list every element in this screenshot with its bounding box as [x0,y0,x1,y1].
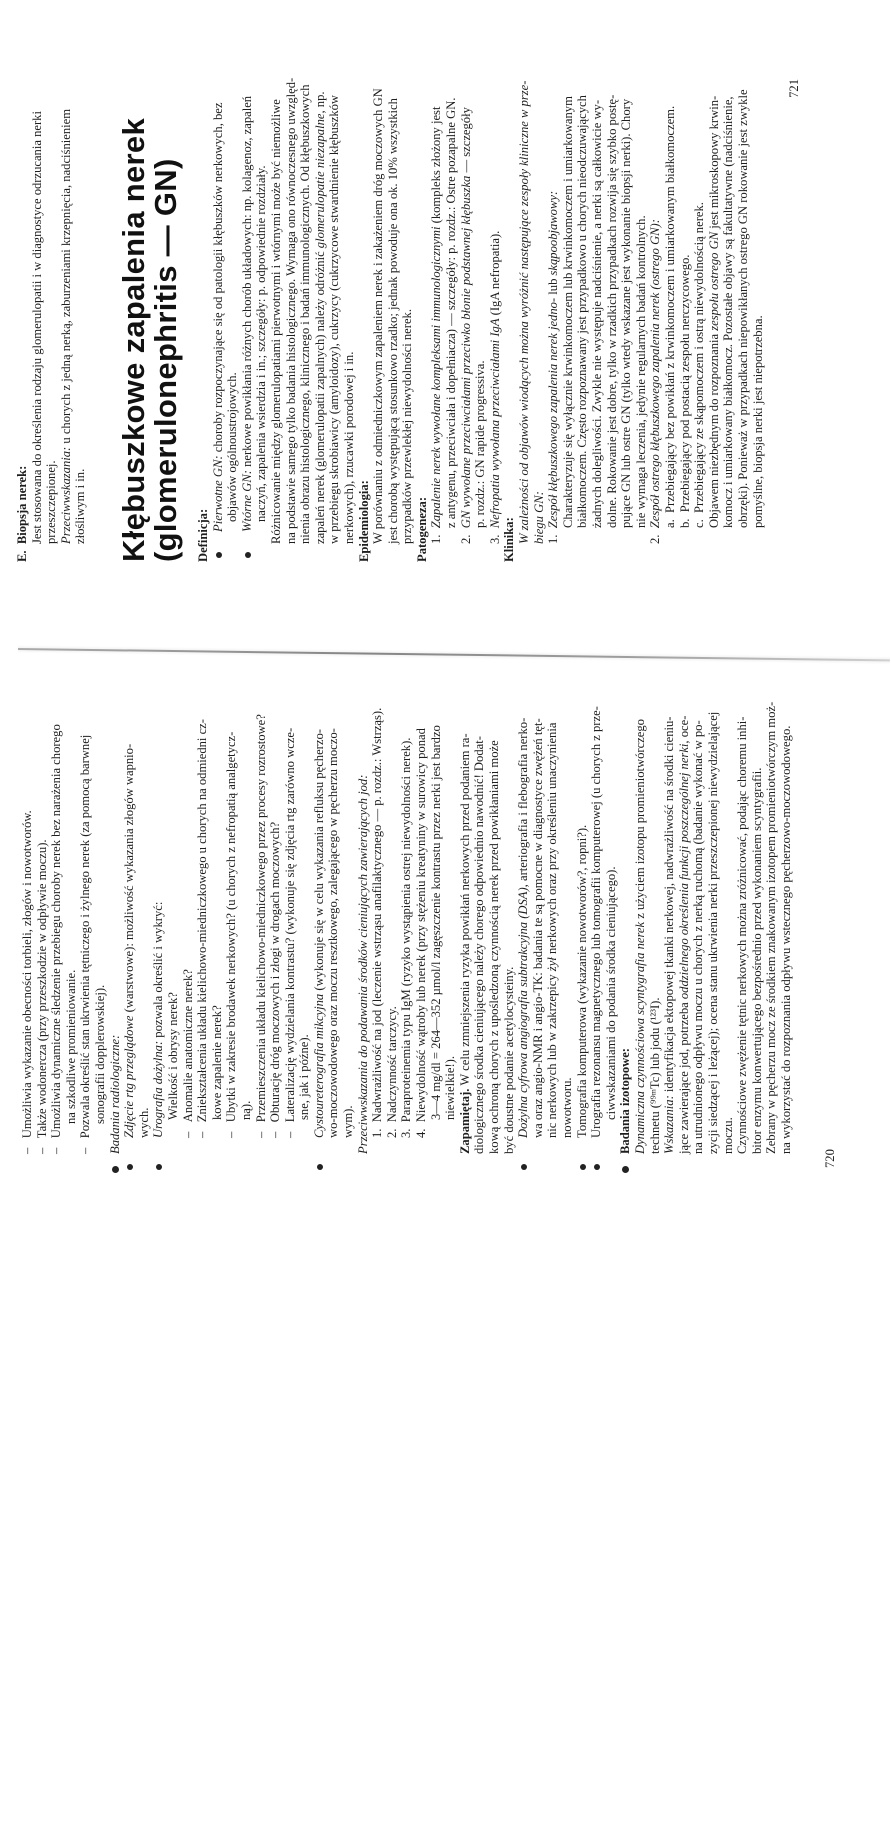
clinical-final-line-2: komocz i umiarkowany białkomocz. Pozostałe objawy są fakultatywne (nadciśnienie, [721,96,736,528]
remember-note: Zapamiętaj. W celu zmniejszenia ryzyka powikłań nerkowych przed podaniem ra- [457,733,472,1154]
radiology-dsa: Dożylna cyfrowa angiografia subtrakcyjna (DSA), arteriografia i flebografia nerko- wa oraz angio-NMR i angio-TK: badania te są pomocne w diagnostyce zwężeń tęt- nic nerkowych lub w zakrzepicy żył nerkowych oraz przy określeniu unaczynienia nowotworu. [516,694,574,1172]
bullet-icon [156,1164,162,1170]
clinical-item-1-line-6: nie wymaga leczenia, jedynie regularnych badań kontrolnych. [633,215,648,528]
bullet-icon [521,1164,527,1170]
clinical-final-line-3: obrzęki). Ponieważ w przypadkach niepowikłanych ostrego GN rokowanie jest zwykle [735,89,750,528]
epidemiology-heading: Epidemiologia: [356,480,371,562]
clinical-item-1-line-5: pujące GN lub ostre GN (tylko wtedy wskazane jest wykonanie biopsji nerki). Chory [619,98,634,528]
clinical-item-1-line-3: żadnych dolegliwości. Zwykle nie występuje nadciśnienie, a nerki są całkowicie wy- [590,99,604,528]
bullet-icon [216,552,222,558]
clinical-item-2-title: 2. Zespół ostrego kłębuszkowego zapalenia nerek (ostrego GN): [648,219,663,544]
contra-item-1: 1. Nadwrażliwość na jod (leczenie wstrząsu anafilaktycznego — p. rozdz.: Wstrząs). [370,707,385,1138]
usg-item-4: – Pozwala określić stan ukrwienia tętniczego i żylnego nerek (za pomocą barwnej [78,734,93,1154]
definition-section [196,75,357,562]
definition-item-primary: Pierwotne GN: choroby rozpoczynające się od patologii kłębuszków nerkowych, bez objawów ogólnoustrojowych. [211,75,240,562]
urography-item-2: – Anomalie anatomiczne nerek? [180,969,195,1138]
biopsy-contra-line-2: złośliwym i in. [73,468,88,544]
definition-para-line-4: zapaleń nerek (glomerulopatii zapalnych) należy odróżnić glomerulopatie niezapalne, np. [312,91,327,544]
urography-item-6: – Obturację dróg moczowych i złogi w drogach moczowych? [268,821,283,1138]
epidemiology-line-2: jest chorobą występującą stosunkowo rzadko; jednak powoduje ona ok. 10% wszystkich [385,98,400,544]
clinical-final-line-1: Objawem niezbędnym do rozpoznania zespołu ostrego GN jest mikroskopowy krwin- [706,95,721,528]
radiology-heading: Badania radiologiczne: [107,1034,122,1154]
radiology-urography: Urografia dożylna: pozwala określić i wykryć: Wielkość i obrysy nerek? – Anomalie anatomiczne nerek? – Zniekształcenia układu kielichowo-miedniczkowego u chorych na odmiedni cz- kowe zapalenie nerek? – Ubytki w zakresie brodawek nerkowych? (u chorych z nefropatią analgetycz- ną). – Przemieszczenia układu kielichowo-miedniczkowego przez procesy rozrostowe? – Obturację dróg moczowych i złogi w drogach moczowych? – Lateralizację wydzielania kontrastu? (wykonuje się zdjęcia rtg zarówno wcze- sne, jak i późne). [151,694,312,1172]
clinical-section [517,75,765,562]
contra-item-2: 2. Nadczynność tarczycy. [384,1006,399,1138]
usg-list [20,694,108,1172]
radiology-xray: Zdjęcie rtg przeglądowe (warstwowe): możliwość wykazania złogów wapnio- wych. [122,694,151,1172]
epidemiology-section [357,75,372,562]
isotope-final-2: bitor enzymu konwertującego bezpośrednio przed wykonaniem scyntygrafii. [749,767,764,1154]
bullet-icon [317,1164,323,1170]
contra-item-4: 4. Niewydolność wątroby lub nerek (przy stężeniu kreatyniny w surowicy ponad [414,728,429,1138]
usg-item-2: – Także wodonercza (przy przeszkodzie w odpływie moczu). [34,839,49,1154]
chapter-title [115,75,183,562]
contra-item-3: 3. Paraproteinemia typu IgM (ryzyko wystąpienia ostrej niewydolności nerek). [399,737,414,1138]
clinical-item-1-line-1: Charakteryzuje się wyłącznie krwinkomoczem lub krwinkomoczem i umiarkowanym [560,96,575,528]
radiology-ct: Tomografia komputerowa (wykazanie nowotworów?, ropni?). [575,694,590,1172]
isotope-final-4: na wykorzystać do rozpoznania odpływu wstecznego pęcherzowo-moczowodowego. [778,725,793,1154]
clinical-subitem-c: c. Przebiegający ze skąpomoczem i ostrą niewydolnością nerek. [692,202,707,528]
urography-item-3: – Zniekształcenia układu kielichowo-miedniczkowego u chorych na odmiedni cz- [195,719,210,1138]
biopsy-section [15,75,88,562]
definition-para-line-5: w przebiegu skrobiawicy (amyloidozy), cukrzycy (cukrzycowe stwardnienie kłębuszków [327,94,342,544]
chapter-title-line-2: (glomerulonephritis — GN) [147,158,183,562]
isotope-indications: Wskazania: identyfikacja ektopowej tkanki nerkowej, nadwrażliwość na środki cieniu- [662,716,677,1154]
chapter-title-line-1: Kłębuszkowe zapalenia nerek [115,118,151,562]
usg-item-1: – Umożliwia wykazanie obecności torbieli, złogów i nowotworów. [20,810,34,1154]
bullet-icon [127,1164,133,1170]
biopsy-line-1: Jest stosowana do określenia rodzaju glomerulopatii i w diagnostyce odrzucania nerki [29,111,44,544]
clinical-final-line-4: pomyślne, biopsja nerki jest niepotrzebna. [750,315,765,528]
radiology-mr: Urografia rezonansu magnetycznego lub tomografii komputerowej (u chorych z prze- ciwwskazaniami do podania środka cieniującego). [589,694,618,1172]
isotope-heading: Badania izotopowe: [618,1047,633,1154]
pathogenesis-heading: Patogeneza: [414,496,429,562]
usg-item-3-line-2: na szkodliwe promieniowanie. [63,969,78,1124]
definition-item-secondary: Wtórne GN: nerkowe powikłania różnych chorób układowych: np. kolagenoz, zapaleń naczyń, zapalenia wsierdzia i in.; szczegóły: p. odpowiednie rozdziały. [240,75,269,562]
clinical-heading-block [502,75,517,562]
isotope-final-3: Zebrany w pęcherzu mocz ze środkiem znakowanym izotopem promieniotwórczym moż- [764,701,779,1154]
clinical-item-1-title: 1. Zespół kłębuszkowego zapalenia nerek jedno- lub skąpoobjawowy: [546,190,561,544]
urography-item-1: Wielkość i obrysy nerek? [165,992,180,1120]
clinical-item-1-line-4: dolne. Rokowanie jest dobre, tylko w rzadkich przypadkach rozwija się szybko postę- [604,94,619,528]
pathogenesis-item-3: 3. Nefropatia wywołana przeciwciałami IgA (IgA nefropatia). [487,230,502,544]
page-721 [15,75,845,562]
urography-item-7: – Lateralizację wydzielania kontrastu? (wykonuje się zdjęcia rtg zarówno wcze- [282,727,297,1138]
urography-item-4: – Ubytki w zakresie brodawek nerkowych? (u chorych z nefropatią analgetycz- [224,731,239,1138]
bullet-icon [594,1164,600,1170]
urography-item-5: – Przemieszczenia układu kielichowo-miedniczkowego przez procesy rozrostowe? [253,714,268,1138]
isotope-final-1: Czynnościowe zwężenie tętnic nerkowych można zróżnicować, podając choremu inhi- [735,716,750,1154]
definition-heading: Definicja: [195,508,210,562]
clinical-subitem-b: b. Przebiegający pod postacią zespołu nerczycowego. [677,254,692,528]
pathogenesis-item-2: 2. GN wywołane przeciwciałami przeciwko błonie podstawnej kłębuszka — szczegóły p. rozdz.: GN rapide progressiva. [458,107,488,544]
pathogenesis-item-1: 1. Zapalenie nerek wywołane kompleksami immunologicznymi (kompleks złożony jest z antygenu, przeciwciała i dopełniacza) — szczegóły: p. rozdz.: Ostre pozapalne GN. [429,97,459,544]
isotope-section: Badania izotopowe: Dynamiczna czynnościowa scyntygrafia nerek z użyciem izotopu promieniotwórczego technetu (⁹⁹ᵐTc) lub jodu (¹²³I). Wskazania: identyfikacja ektopowej tkanki nerkowej, nadwrażliwość na środki cieniu- jące zawierające jod, potrzeba oddzielnego określenia funkcji poszczególnej nerki, oce- na utrudnionego odpływu moczu u chorych z nerką ruchomą (badanie wykonać w po- zycji siedzącej i leżącej); ocena stanu ukrwienia nerki przeszczepionej niewydzielającej moczu. Czynnościowe zwężenie tętnic nerkowych można zróżnicować, podając choremu inhi- bitor enzymu konwertującego bezpośrednio przed wykonaniem scyntygrafii. Zebrany w pęcherzu mocz ze środkiem znakowanym izotopem promieniotwórczym moż- na wykorzystać do rozpoznania odpływu wstecznego pęcherzowo-moczowodowego. [618,694,793,1172]
definition-para-line-1: Różnicowanie między glomerulopatiami pierwotnymi i wtórnymi może być niemożliwe [268,99,283,544]
clinical-intro-line-2: biegu GN: [531,491,546,544]
contrast-contraindications-heading: Przeciwwskazania do podawania środków cieniujących zawierających jod: [355,774,370,1154]
biopsy-contra: Przeciwwskazania: u chorych z jedną nerką, zaburzeniami krzepnięcia, nadciśnieniem [58,108,73,544]
radiology-cystography: Cystoureterografia mikcyjna (wykonuje się w celu wykazania refluksu pęcherzo- wo-moczowodowego oraz moczu resztkowego, zalegającego w pęcherzu moczo- wym). [312,694,356,1172]
bullet-icon [245,552,251,558]
page-number-720: 720 [823,1149,838,1168]
usg-item-3: – Umożliwia dynamiczne śledzenie przebiegu choroby nerek bez narażenia chorego [49,724,64,1154]
pathogenesis-heading-block [415,75,430,562]
epidemiology-line-3: przypadków przewlekłej niewydolności nerek. [400,308,415,544]
page-720 [20,694,850,1172]
clinical-subitem-a: a. Przebiegający bez powikłań z krwinkomoczem i umiarkowanym białkomoczem. [662,105,677,528]
definition-para-line-3: nienia obrazu histologicznego, klinicznego i badań immunologicznych. Od kłębuszkowych [298,84,313,544]
bullet-icon [112,1166,119,1173]
usg-item-4-line-2: sonografii dopplerowskiej). [92,984,107,1124]
definition-para-line-2: na podstawie samego tylko badania histologicznego. Wymaga ono równoczesnego uwzględ- [283,77,298,544]
pathogenesis-list [429,75,502,562]
isotope-line-2: technetu (⁹⁹ᵐTc) lub jodu (¹²³I). [647,997,662,1154]
radiology-section: Badania radiologiczne: Zdjęcie rtg przeglądowe (warstwowe): możliwość wykazania złogów wapnio- wych. Urografia dożylna: pozwala określić i wykryć: Wielkość i obrysy nerek? – Anomalie anatomiczne nerek? – Zniekształcenia układu kielichowo-miedniczkowego u chorych na odmiedni cz- kowe zapalenie nerek? – Ubytki w zakresie brodawek nerkowych? (u chorych z nefropatią analgetycz- ną). – Przemieszczenia układu kielichowo-miedniczkowego przez procesy rozrostowe? – Obturację dróg moczowych i złogi w drogach moczowych? – Lateralizację wydzielania kontrastu? (wykonuje się zdjęcia rtg zarówno wcze- sne, jak i późne). Cystoureterografia mikcyjna (wykonuje się w celu wykazania refluksu pęcherzo- wo-moczowodowego oraz moczu resztkowego, zalegającego w pęcherzu moczo- wym). Przeciwwskazania do podawania środków cieniujących zawierających jod: 1. Nadwrażliwość na jod (leczenie wstrząsu anafilaktycznego — p. rozdz.: Wstrząs). 2. Nadczynność tarczycy. 3. Paraproteinemia typu IgM (ryzyko wystąpienia ostrej niewydolności nerek). 4. Niewydolność wątroby lub nerek (przy stężeniu kreatyniny w surowicy ponad 3—4 mg/dl = 264—352 µmol/l zagęszczenie kontrastu przez nerki jest bardzo niewielkie!). Zapamiętaj. W celu zmniejszenia ryzyka powikłań nerkowych przed podaniem ra- diologicznego środka cieniującego należy chorego odpowiednio nawodnić! Dodat- kową ochroną chorych z upośledzoną czynnością nerek przed powikłaniami może być doustne podanie acetylocysteiny. Dożylna cyfrowa angiografia subtrakcyjna (DSA), arteriografia i flebografia nerko- wa oraz angio-NMR i angio-TK: badania te są pomocne w diagnostyce zwężeń tęt- nic nerkowych lub w zakrzepicy żył nerkowych oraz przy określeniu unaczynienia nowotworu. Tomografia komputerowa (wykazanie nowotworów?, ropni?). Urografia rezonansu magnetycznego lub tomografii komputerowej (u chorych z prze- ciwwskazaniami do podania środka cieniującego). [108,694,619,1172]
isotope-line-1: Dynamiczna czynnościowa scyntygrafia nerek z użyciem izotopu promieniotwórczego [632,719,647,1154]
biopsy-heading: E. Biopsja nerek: [15,465,29,562]
epidemiology-line-1: W porównaniu z odmiedniczkowym zapaleniem nerek i zakażeniem dróg moczowych GN [371,88,386,544]
definition-para-line-6: nerkowych), rzucawki porodowej i in. [341,351,356,544]
clinical-heading: Klinika: [502,517,517,562]
bullet-icon [580,1164,586,1170]
biopsy-line-2: przeszczepionej. [44,460,59,544]
clinical-item-1-line-2: białkomoczem. Często rozpoznawany jest przypadkowo u chorych nieodczuwających [575,95,590,528]
clinical-intro-line-1: W zależności od objawów wiodących można wyróżnić następujące zespoły kliniczne w prze- [517,80,532,544]
page-number-721: 721 [787,79,802,98]
